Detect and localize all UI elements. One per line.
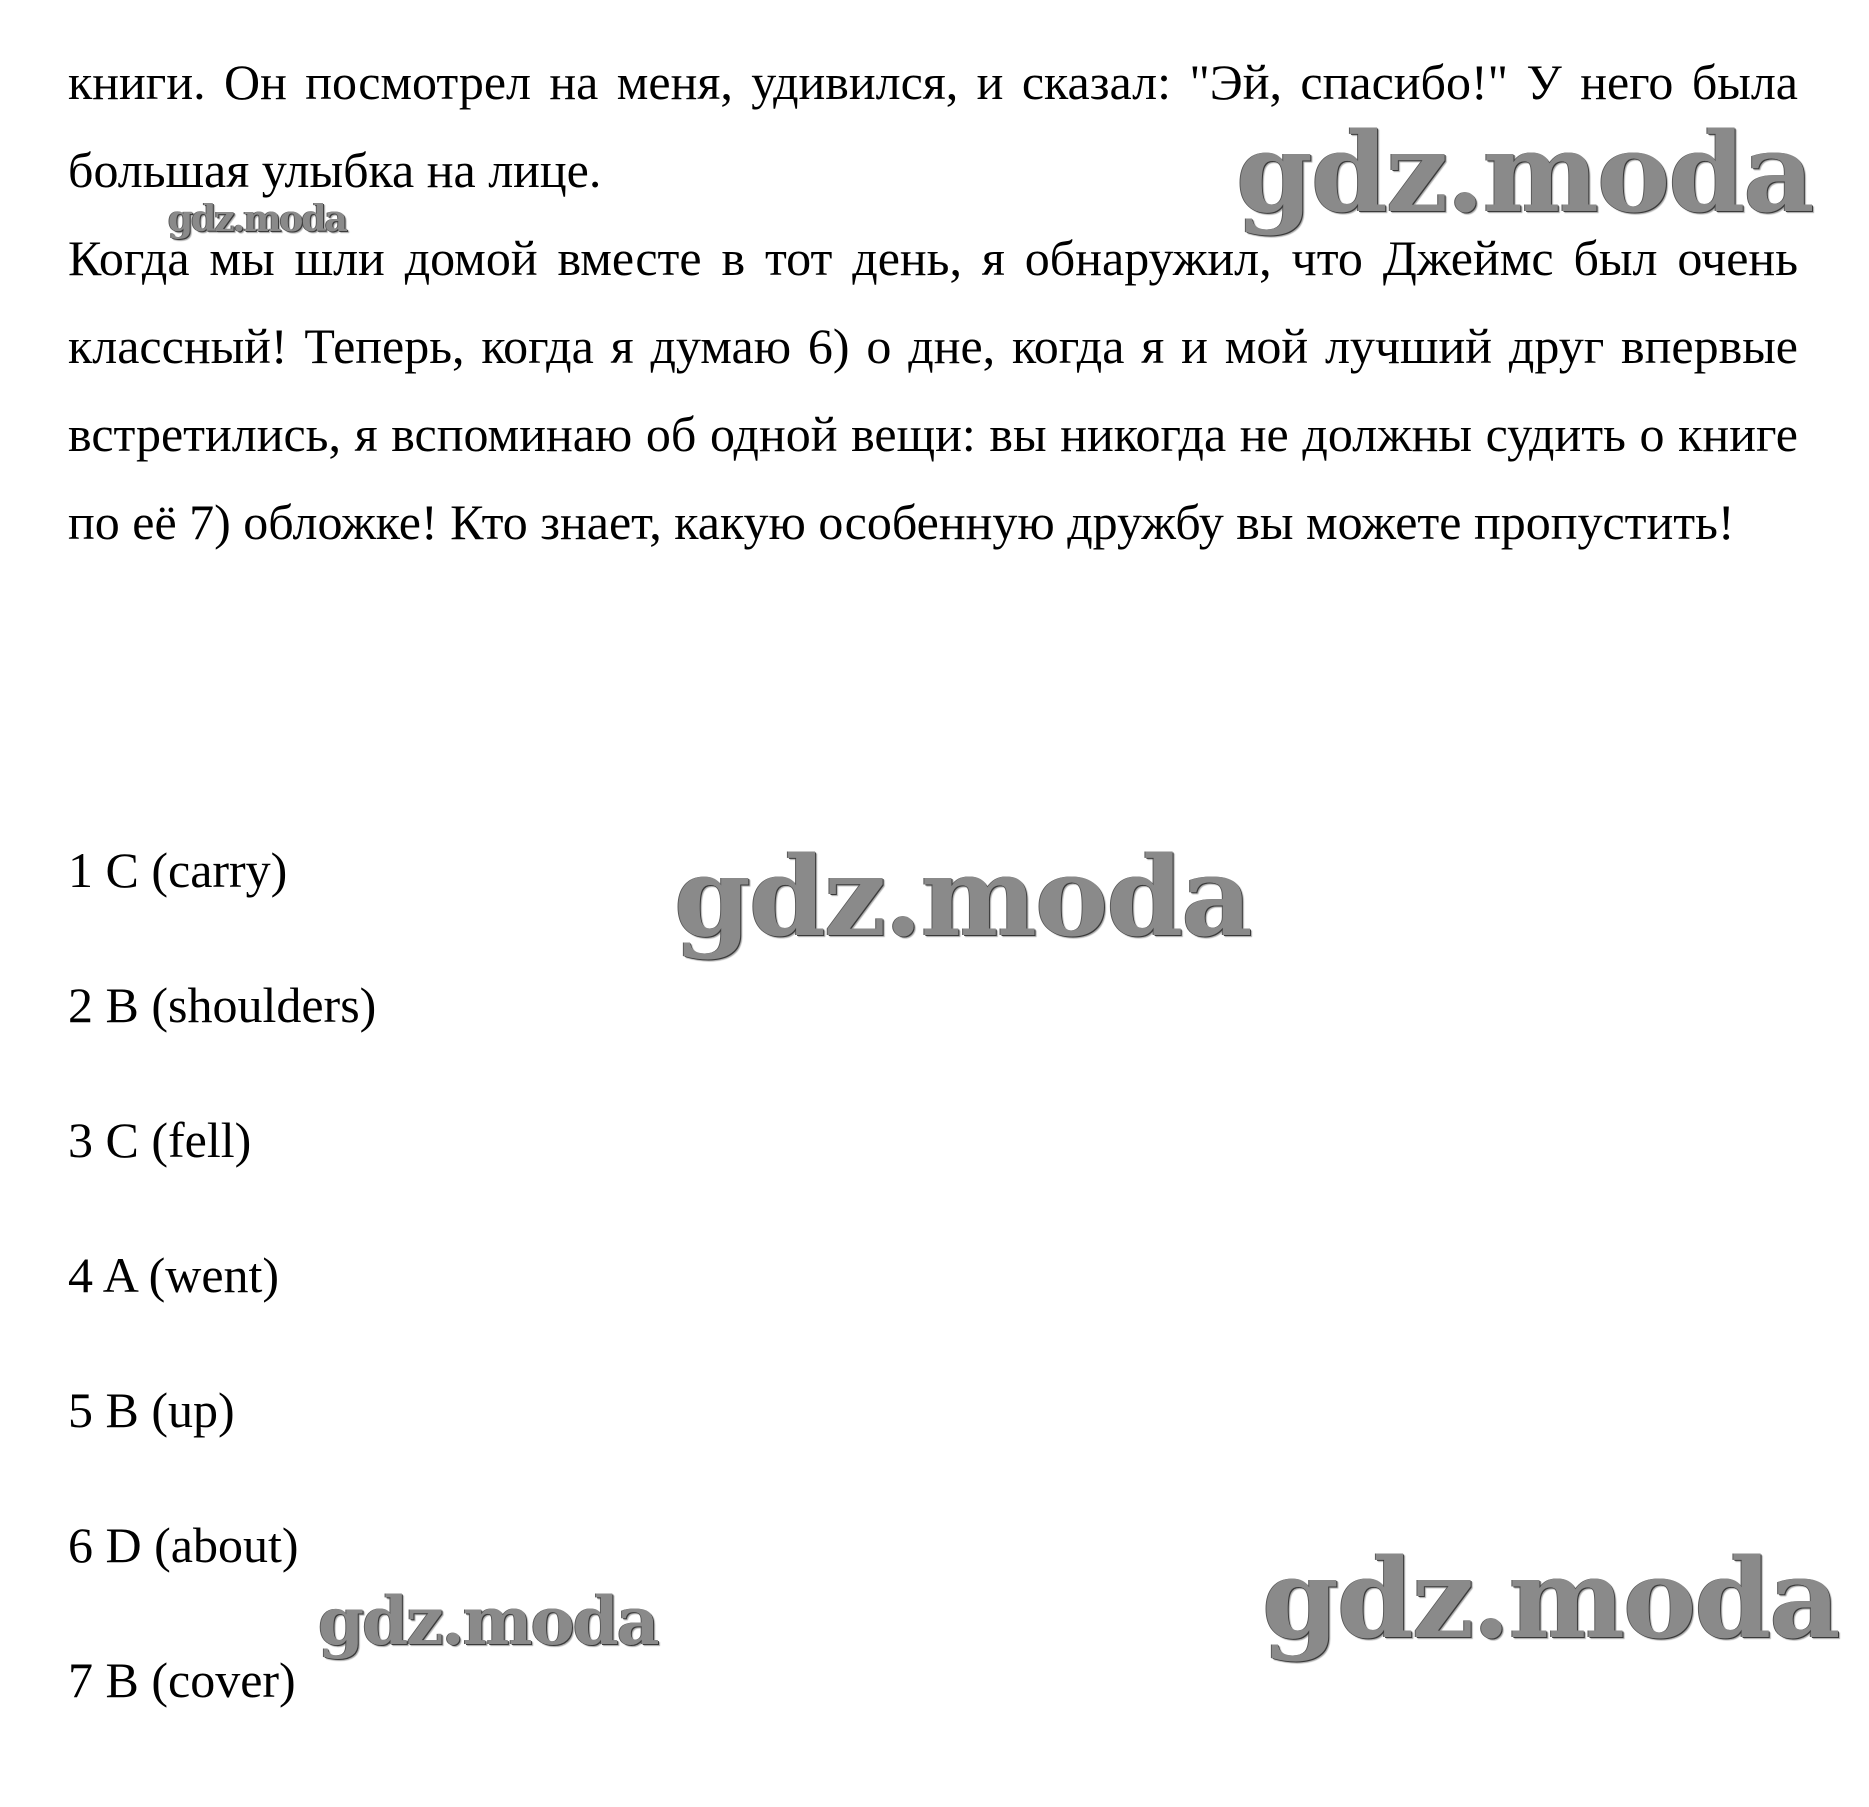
watermark-logo: gdz.moda xyxy=(674,832,1251,961)
answer-list xyxy=(68,840,376,1785)
answer-item-1: 1 C (carry) xyxy=(68,842,288,898)
watermark-logo: gdz.moda xyxy=(1262,1534,1839,1663)
answer-item-4: 4 A (went) xyxy=(68,1247,280,1303)
watermark-logo: gdz.moda xyxy=(318,1582,658,1660)
answer-item-2: 2 B (shoulders) xyxy=(68,977,377,1033)
answer-item-5: 5 B (up) xyxy=(68,1382,235,1438)
watermark-logo: gdz.moda xyxy=(168,198,346,240)
answer-item-3: 3 C (fell) xyxy=(68,1112,252,1168)
paragraph-2: Когда мы шли домой вместе в тот день, я обнаружил, что Джеймс был очень классный! Теперь, когда я думаю 6) о дне, когда я и мой лучший друг впервые встретились, я вспоминаю об одной вещи: вы никогда не должны судить о книге по её 7) обложке! Кто знает, какую особенную дружбу вы можете пропустить! xyxy=(68,230,1798,550)
watermark-logo: gdz.moda xyxy=(1236,108,1813,237)
answer-item-7: 7 B (cover) xyxy=(68,1652,296,1708)
answer-item-6: 6 D (about) xyxy=(68,1517,299,1573)
paragraph-1: книги. Он посмотрел на меня, удивился, и сказал: "Эй, спасибо!" У него была большая улыбка на лице. xyxy=(68,54,1798,198)
